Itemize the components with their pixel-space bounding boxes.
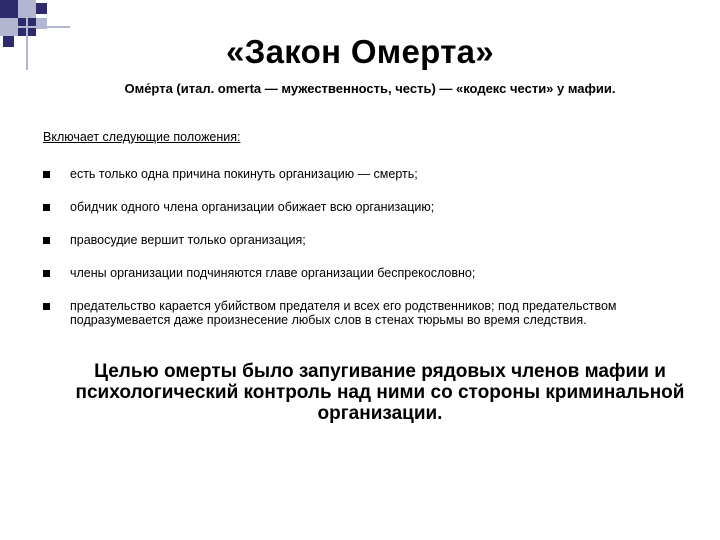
square-bullet-icon [43,270,50,277]
list-item-text: обидчик одного члена организации обижает всю организацию; [70,200,435,214]
list-item-text: члены организации подчиняются главе организации беспрекословно; [70,266,476,280]
slide-subtitle: Оме́рта (итал. omerta — мужественность, честь) — «кодекс чести» у мафии. [124,81,616,96]
corner-line-horizontal [0,26,70,28]
corner-square-light-3 [36,18,47,29]
corner-square-dark-1 [0,0,18,18]
square-bullet-icon [43,303,50,310]
conclusion-text: Целью омерты было запугивание рядовых членов мафии и психологический контроль над ними со стороны криминальной организации. [75,361,685,424]
intro-text: Включает следующие положения: [43,130,241,144]
list-item-text: есть только одна причина покинуть организацию — смерть; [70,167,418,181]
slide-title: «Закон Омерта» [226,33,494,70]
square-bullet-icon [43,204,50,211]
list-item-text: правосудие вершит только организация; [70,233,306,247]
list-item-text: предательство карается убийством предателя и всех его родственников; под предательством подразумевается даже произнесение любых слов в стенах тюрьмы во время следствия. [70,299,617,327]
square-bullet-icon [43,237,50,244]
corner-square-dark-2 [36,3,47,14]
corner-square-light-1 [18,0,36,18]
square-bullet-icon [43,171,50,178]
